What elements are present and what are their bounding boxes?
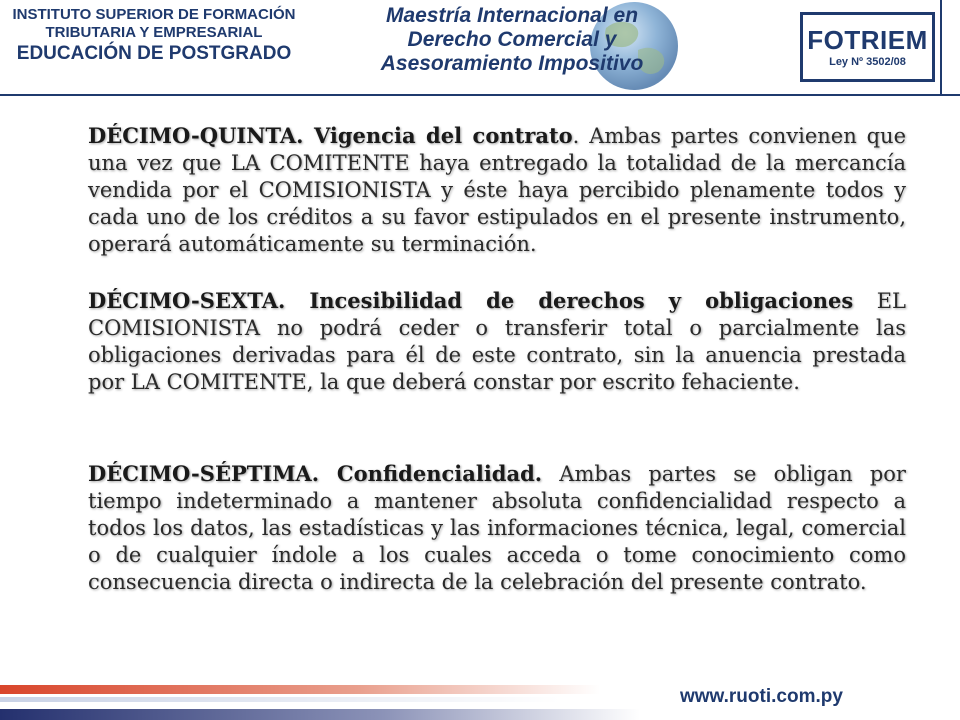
contract-clauses <box>88 122 906 596</box>
footer-stripes <box>0 683 680 720</box>
program-title-line-3: Asesoramiento Impositivo <box>380 52 644 75</box>
clause-body: Ambas partes se obligan por tiempo indeterminado a mantener absoluta confidencialidad respecto a todos los datos, las estadísticas y las informaciones técnica, legal, comercial o de cualquier índole a los cuales acceda o tome conocimiento como consecuencia directa o indirecta de la celebración del presente contrato. <box>88 462 906 594</box>
institute-line-3: EDUCACIÓN DE POSTGRADO <box>16 43 292 64</box>
header-vertical-rule <box>940 0 942 95</box>
clause-heading: DÉCIMO-SÉPTIMA. Confidencialidad. <box>88 461 543 486</box>
clause-body: . Ambas partes convienen que una vez que LA COMITENTE haya entregado la totalidad de la mercancía vendida por el COMISIONISTA y éste haya percibido plenamente todos y cada uno de los créditos a su favor estipulados en el presente instrumento, operará automáticamente su terminación. <box>88 124 906 256</box>
header <box>0 0 960 95</box>
clause-17 <box>88 460 906 596</box>
institute-line-2: TRIBUTARIA Y EMPRESARIAL <box>45 24 263 41</box>
clause-15 <box>88 122 906 287</box>
program-title-line-1: Maestría Internacional en <box>385 4 639 27</box>
website-url: www.ruoti.com.py <box>680 686 843 707</box>
fotriem-logo-name: FOTRIEM <box>807 25 928 55</box>
header-divider <box>0 94 960 96</box>
program-title <box>362 4 662 76</box>
clause-body: EL COMISIONISTA no podrá ceder o transferir total o parcialmente las obligaciones derivadas para él de este contrato, sin la anuencia prestada por LA COMITENTE, la que deberá constar por escrito fehaciente. <box>88 289 906 394</box>
clause-heading: DÉCIMO-QUINTA. Vigencia del contrato <box>88 123 573 148</box>
fotriem-logo <box>800 12 935 82</box>
institute-name <box>4 6 304 66</box>
program-title-line-2: Derecho Comercial y <box>407 28 617 51</box>
institute-line-1: INSTITUTO SUPERIOR DE FORMACIÓN <box>12 6 296 23</box>
fotriem-logo-law: Ley Nº 3502/08 <box>829 56 906 68</box>
clause-heading: DÉCIMO-SEXTA. Incesibilidad de derechos y obligaciones <box>88 288 854 313</box>
clause-16 <box>88 287 906 460</box>
